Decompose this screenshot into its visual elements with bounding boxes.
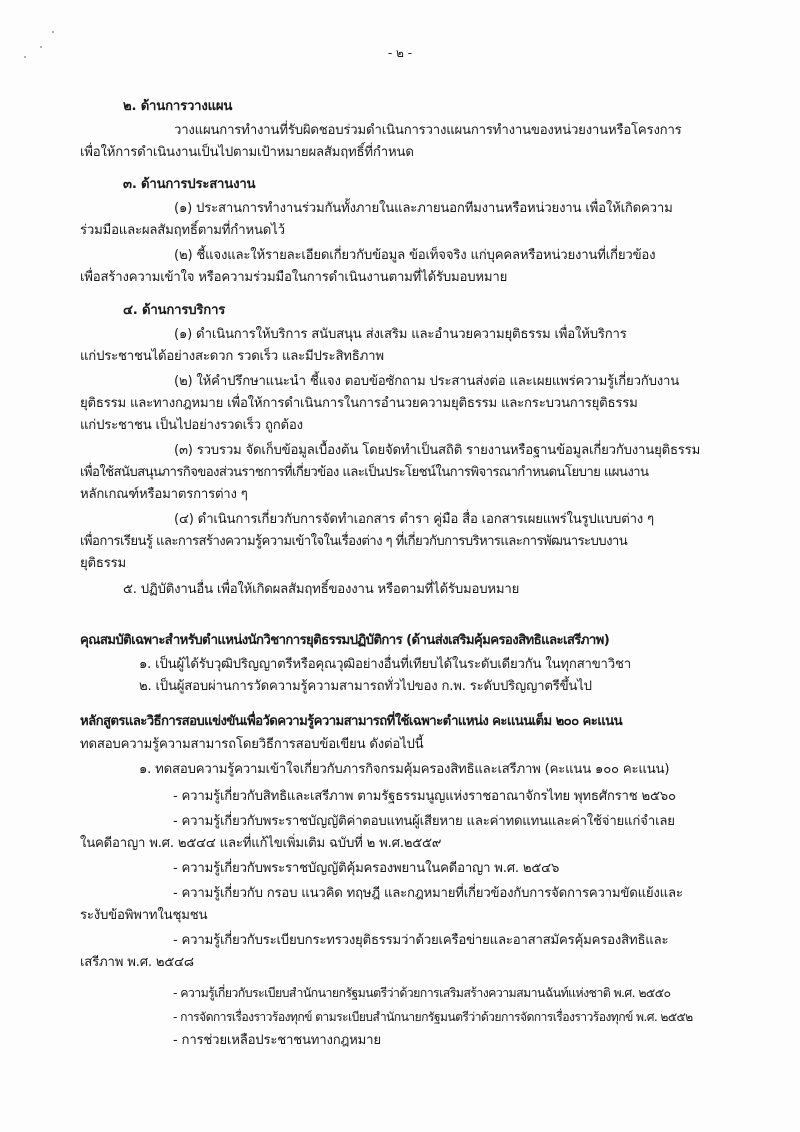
- exam-topic: - ความรู้เกี่ยวกับ กรอบ แนวคิด ทฤษฎี และกฎหมายที่เกี่ยวข้องกับการจัดการความขัดแย้งและ: [173, 886, 683, 901]
- exam-topic: - ความรู้เกี่ยวกับพระราชบัญญัติคุ้มครองพยานในคดีอาญา พ.ศ. ๒๕๔๖: [173, 861, 560, 876]
- page-number: - ๒ -: [387, 46, 413, 60]
- qualification-item-2: ๒. เป็นผู้สอบผ่านการวัดความรู้ความสามารถทั่วไปของ ก.พ. ระดับปริญญาตรีขึ้นไป: [139, 679, 592, 694]
- exam-part-1: ๑. ทดสอบความรู้ความเข้าใจเกี่ยวกับภารกิจกรมคุ้มครองสิทธิและเสรีภาพ (คะแนน ๑๐๐ คะแนน): [139, 762, 670, 777]
- section-heading-service: ๔. ด้านการบริการ: [123, 303, 226, 318]
- section-other-duties: ๕. ปฏิบัติงานอื่น เพื่อให้เกิดผลสัมฤทธิ์ของงาน หรือตามที่ได้รับมอบหมาย: [123, 582, 520, 597]
- coordination-item-1-cont: ร่วมมือและผลสัมฤทธิ์ตามที่กำหนดไว้: [80, 223, 285, 238]
- service-item-1-cont: แก่ประชาชนได้อย่างสะดวก รวดเร็ว และมีประสิทธิภาพ: [80, 349, 384, 364]
- exam-topic-cont: ในคดีอาญา พ.ศ. ๒๕๔๔ และที่แก้ไขเพิ่มเติม ฉบับที่ ๒ พ.ศ.๒๕๕๙: [80, 836, 442, 851]
- exam-topic: - ความรู้เกี่ยวกับระเบียบกระทรวงยุติธรรมว่าด้วยเครือข่ายและอาสาสมัครคุ้มครองสิทธิและ: [173, 933, 669, 948]
- coordination-item-2-cont: เพื่อสร้างความเข้าใจ หรือความร่วมมือในการดำเนินงานตามที่ได้รับมอบหมาย: [80, 270, 508, 285]
- service-item-4-cont: ยุติธรรม: [80, 556, 126, 571]
- exam-topic: - ความรู้เกี่ยวกับพระราชบัญญัติค่าตอบแทนผู้เสียหาย และค่าทดแทนและค่าใช้จ่ายแก่จำเลย: [173, 814, 675, 829]
- service-item-2-cont: ยุติธรรม และทางกฎหมาย เพื่อให้การดำเนินการในการอำนวยความยุติธรรม และกระบวนการยุติธรรม: [80, 396, 638, 411]
- service-item-2: (๒) ให้คำปรึกษาแนะนำ ชี้แจง ตอบข้อซักถาม ประสานส่งต่อ และเผยแพร่ความรู้เกี่ยวกับงาน: [174, 374, 680, 389]
- service-item-4: (๔) ดำเนินการเกี่ยวกับการจัดทำเอกสาร ตำรา คู่มือ สื่อ เอกสารเผยแพร่ในรูปแบบต่าง ๆ: [174, 512, 654, 527]
- coordination-item-1: (๑) ประสานการทำงานร่วมกันทั้งภายในและภายนอกทีมงานหรือหน่วยงาน เพื่อให้เกิดความ: [174, 201, 673, 216]
- planning-body-line: วางแผนการทำงานที่รับผิดชอบร่วมดำเนินการวางแผนการทำงานของหน่วยงานหรือโครงการ: [174, 123, 682, 138]
- service-item-1: (๑) ดำเนินการให้บริการ สนับสนุน ส่งเสริม และอำนวยความยุติธรรม เพื่อให้บริการ: [174, 327, 627, 342]
- qualification-item-1: ๑. เป็นผู้ได้รับวุฒิปริญญาตรีหรือคุณวุฒิอย่างอื่นที่เทียบได้ในระดับเดียวกัน ในทุกสาขาวิชา: [139, 657, 631, 672]
- section-heading-planning: ๒. ด้านการวางแผน: [123, 99, 233, 114]
- exam-topic: - การจัดการเรื่องราวร้องทุกข์ ตามระเบียบสำนักนายกรัฐมนตรีว่าด้วยการจัดการเรื่องราวร้องทุกข์ พ.ศ. ๒๕๕๒: [173, 1010, 693, 1024]
- exam-topic-cont: เสรีภาพ พ.ศ. ๒๕๔๘: [80, 955, 194, 970]
- exam-heading: หลักสูตรและวิธีการสอบแข่งขันเพื่อวัดความรู้ความสามารถที่ใช้เฉพาะตำแหน่ง คะแนนเต็ม ๒๐๐ คะแนน: [80, 714, 622, 729]
- service-item-4-cont: เพื่อการเรียนรู้ และการสร้างความรู้ความเข้าใจในเรื่องต่าง ๆ ที่เกี่ยวกับการบริหารและการพัฒนาระบบงาน: [80, 534, 628, 549]
- qualifications-heading: คุณสมบัติเฉพาะสำหรับตำแหน่งนักวิชาการยุติธรรมปฏิบัติการ (ด้านส่งเสริมคุ้มครองสิทธิและเสรีภาพ): [80, 633, 610, 648]
- service-item-3-cont: เพื่อใช้สนับสนุนภารกิจของส่วนราชการที่เกี่ยวข้อง และเป็นประโยชน์ในการพิจารณากำหนดนโยบาย แผนงาน: [80, 465, 649, 480]
- exam-topic-cont: ระงับข้อพิพาทในชุมชน: [80, 908, 208, 923]
- service-item-3: (๓) รวบรวม จัดเก็บข้อมูลเบื้องต้น โดยจัดทำเป็นสถิติ รายงานหรือฐานข้อมูลเกี่ยวกับงานยุติธรรม: [174, 443, 701, 458]
- service-item-2-cont: แก่ประชาชน เป็นไปอย่างรวดเร็ว ถูกต้อง: [80, 418, 303, 433]
- exam-topic: - การช่วยเหลือประชาชนทางกฎหมาย: [173, 1033, 381, 1048]
- planning-body-line: เพื่อให้การดำเนินงานเป็นไปตามเป้าหมายผลสัมฤทธิ์ที่กำหนด: [80, 145, 414, 160]
- coordination-item-2: (๒) ชี้แจงและให้รายละเอียดเกี่ยวกับข้อมูล ข้อเท็จจริง แก่บุคคลหรือหน่วยงานที่เกี่ยวข้อง: [174, 248, 656, 263]
- scan-speck: [52, 31, 54, 33]
- exam-intro: ทดสอบความรู้ความสามารถโดยวิธีการสอบข้อเขียน ดังต่อไปนี้: [80, 737, 424, 752]
- section-heading-coordination: ๓. ด้านการประสานงาน: [123, 177, 256, 192]
- exam-topic: - ความรู้เกี่ยวกับสิทธิและเสรีภาพ ตามรัฐธรรมนูญแห่งราชอาณาจักรไทย พุทธศักราช ๒๕๖๐: [173, 789, 676, 804]
- service-item-3-cont: หลักเกณฑ์หรือมาตรการต่าง ๆ: [80, 487, 248, 502]
- exam-topic: - ความรู้เกี่ยวกับระเบียบสำนักนายกรัฐมนตรีว่าด้วยการเสริมสร้างความสมานฉันท์แห่งชาติ พ.ศ. ๒๕๕๐: [173, 985, 671, 1000]
